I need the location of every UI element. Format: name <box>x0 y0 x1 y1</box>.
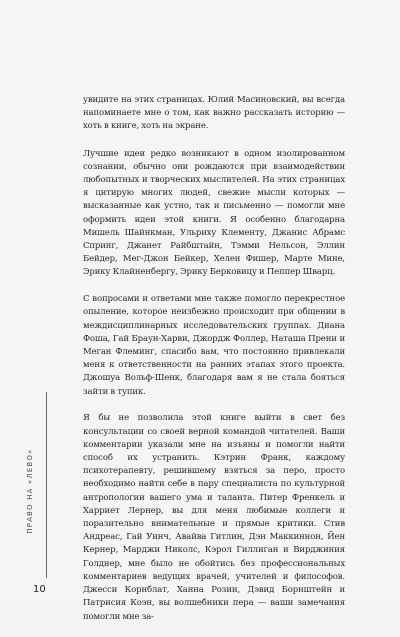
side-margin <box>24 392 46 595</box>
paragraph-cross-pollination: С вопросами и ответами мне также помогло перекрестное опыление, которое неизбежно происходит при общении в междисциплинарных исследовательских группах. Диана Фоша, Гай Браун-Харви, Джордж Фоллер, Наташа Прени и Меган Флеминг, спасибо вам, что постоянно привлекали меня к ответственности на ранних этапах этого проекта. Джошуа Вольф-Шенк, благодаря вам я не стала бояться зайти в тупик. <box>83 294 345 397</box>
page-number: 10 <box>33 584 46 595</box>
paragraph-readers: Я бы не позволила этой книге выйти в свет без консультации со своей верной командой читателей. Ваши комментарии указали мне на изъяны и помогли найти способ их устранить. Кэтрин Франк, каждому психотерапевту, решившему взяться за перо, просто необходимо найти себе в пару специалиста по культурной антропологии вашего ума и таланта. Питер Френкель и Харриет Лернер, вы для меня любимые коллеги и поразительно внимательные и прямые критики. Стив Андреас, Гай Уинч, Авайва Гитлин, Дэн Маккиннон, Йен Кернер, Марджи Николс, Кэрол Гиллиган и Вирджиния Голднер, мне было не обойтись без профессиональных комментариев ведущих врачей, учителей и философов. Джесси Корнблат, Ханна Розин, Дэвид Борнштейн и Патрисия Коэн, вы волшебники пера — ваши замечания помогли мне за- <box>83 413 345 622</box>
vertical-rule <box>46 392 47 578</box>
paragraph-continuation: увидите на этих страницах. Юлий Масиновский, вы всегда напоминаете мне о том, как важно рассказать историю — хоть в книге, хоть на экране. <box>83 95 345 132</box>
page-body <box>83 94 345 637</box>
paragraph-ideas: Лучшие идеи редко возникают в одном изолированном сознании, обычно они рождаются при взаимодействии любопытных и творческих мыслителей. На этих страницах я цитирую многих людей, свежие мысли которых — высказанные как устно, так и письменно — помогли мне оформить идеи этой книги. Я особенно благодарна Мишель Шайнкман, Ульриху Клементу, Джанис Абрамс Спринг, Джанет Райбштайн, Тэмми Нельсон, Эллин Бейдер, Мег-Джон Бейкер, Хелен Фишер, Марте Мине, Эрику Клайненбергу, Эрику Берковицу и Пеппер Шварц. <box>83 148 345 278</box>
running-head: ПРАВО НА «ЛЕВО» <box>26 448 34 534</box>
